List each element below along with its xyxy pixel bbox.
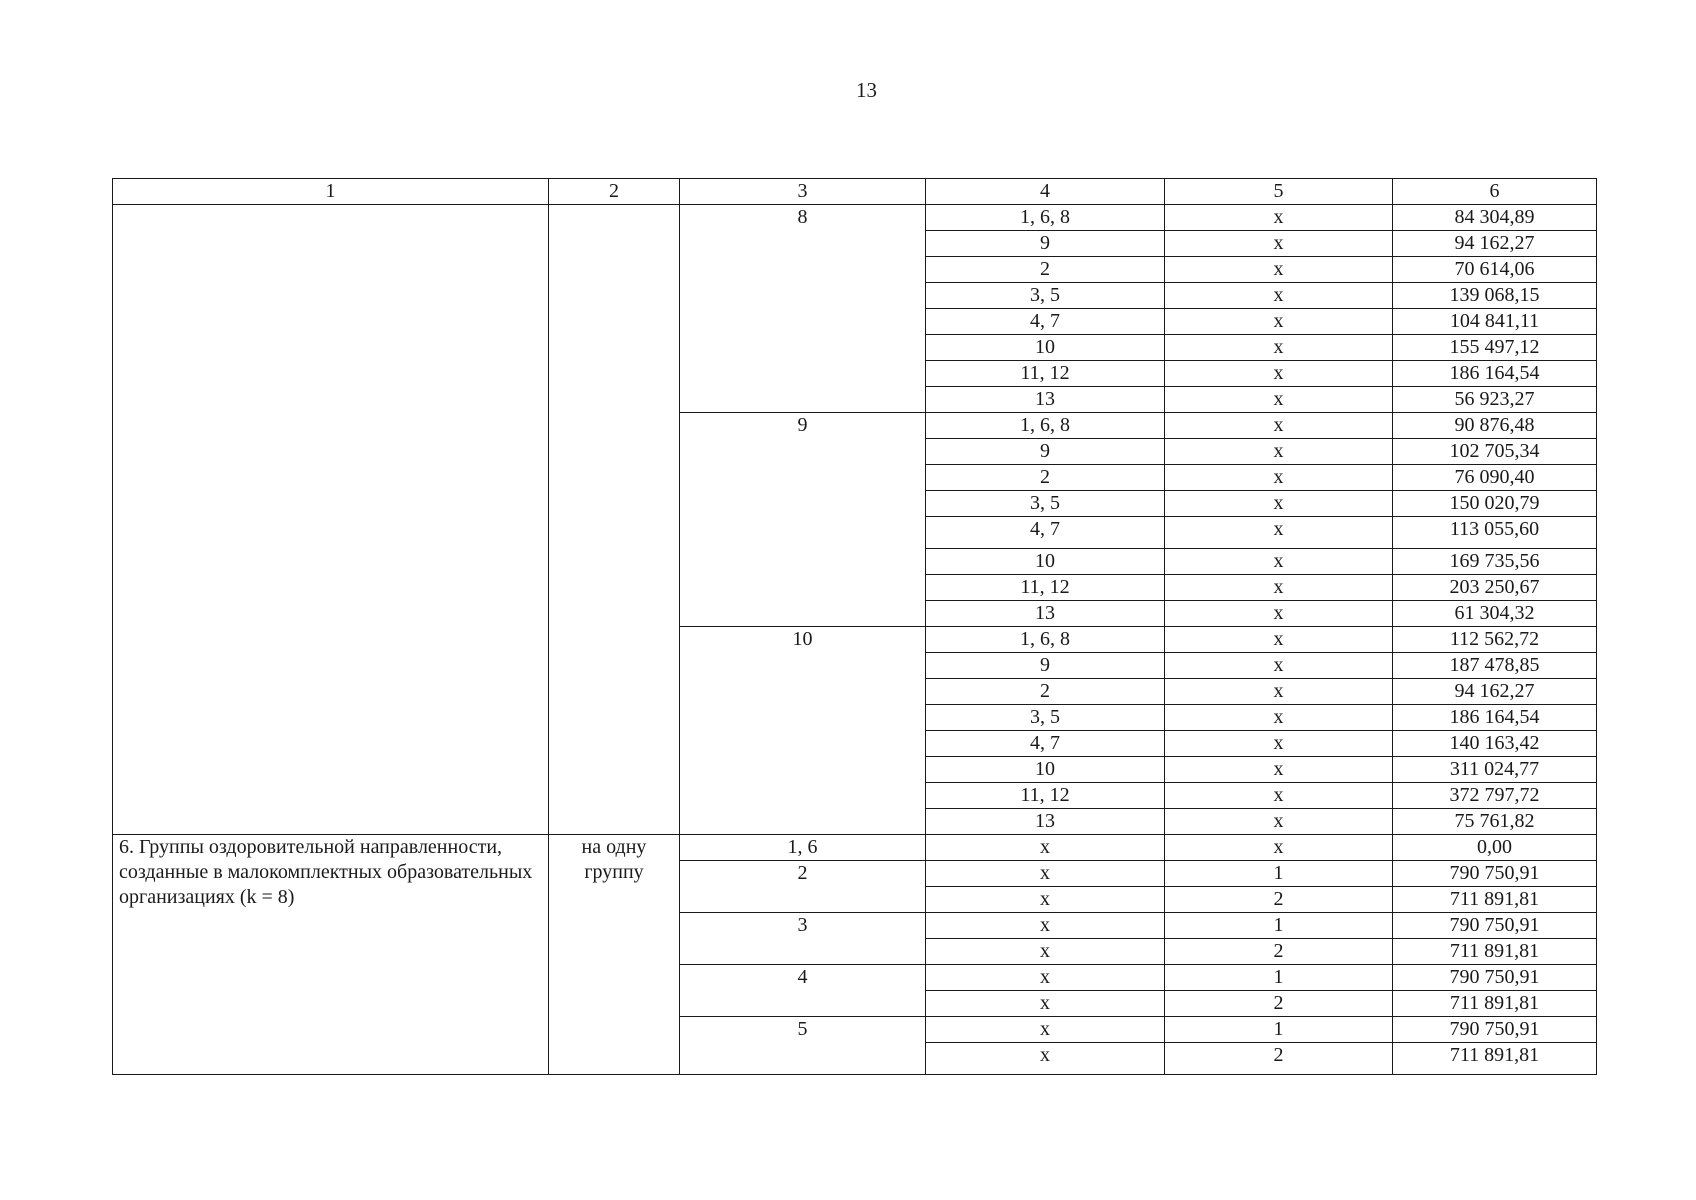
col4-cell: 3, 5	[926, 283, 1165, 309]
tariff-table	[112, 178, 1597, 1075]
value-cell: 61 304,32	[1393, 601, 1597, 627]
col5-cell: x	[1165, 653, 1393, 679]
col5-cell: x	[1165, 257, 1393, 283]
header-row	[113, 179, 1597, 205]
col5-cell: x	[1165, 601, 1393, 627]
value-cell: 790 750,91	[1393, 1017, 1597, 1043]
col4-cell: x	[926, 913, 1165, 939]
col5-cell: x	[1165, 309, 1393, 335]
col5-cell: x	[1165, 205, 1393, 231]
col5-cell: x	[1165, 439, 1393, 465]
col5-cell: x	[1165, 783, 1393, 809]
value-cell: 187 478,85	[1393, 653, 1597, 679]
value-cell: 94 162,27	[1393, 679, 1597, 705]
col4-cell: x	[926, 965, 1165, 991]
col5-cell: x	[1165, 731, 1393, 757]
page-number: 13	[856, 78, 877, 102]
col5-cell: 2	[1165, 939, 1393, 965]
col4-cell: 2	[926, 257, 1165, 283]
col4-cell: 4, 7	[926, 517, 1165, 549]
col5-cell: 1	[1165, 965, 1393, 991]
col5-cell: x	[1165, 757, 1393, 783]
col5-cell: x	[1165, 335, 1393, 361]
col4-cell: 11, 12	[926, 783, 1165, 809]
column-number-cell: 4	[926, 179, 1165, 205]
col5-cell: x	[1165, 835, 1393, 861]
col5-cell: x	[1165, 491, 1393, 517]
col4-cell: 9	[926, 231, 1165, 257]
col3-cell: 1, 6	[680, 835, 926, 861]
column-number-cell: 2	[549, 179, 680, 205]
col5-cell: x	[1165, 231, 1393, 257]
col4-cell: 13	[926, 601, 1165, 627]
col5-cell: 1	[1165, 861, 1393, 887]
col4-cell: 10	[926, 335, 1165, 361]
value-cell: 311 024,77	[1393, 757, 1597, 783]
value-cell: 76 090,40	[1393, 465, 1597, 491]
col3-cell: 9	[680, 413, 926, 627]
value-cell: 113 055,60	[1393, 517, 1597, 549]
value-cell: 112 562,72	[1393, 627, 1597, 653]
value-cell: 139 068,15	[1393, 283, 1597, 309]
table-row	[113, 835, 1597, 861]
col4-cell: x	[926, 939, 1165, 965]
column-number-cell: 5	[1165, 179, 1393, 205]
value-cell: 84 304,89	[1393, 205, 1597, 231]
col5-cell: x	[1165, 413, 1393, 439]
col5-cell: x	[1165, 361, 1393, 387]
value-cell: 372 797,72	[1393, 783, 1597, 809]
col4-cell: 4, 7	[926, 309, 1165, 335]
value-cell: 94 162,27	[1393, 231, 1597, 257]
col4-cell: 10	[926, 757, 1165, 783]
table-row	[113, 205, 1597, 231]
value-cell: 70 614,06	[1393, 257, 1597, 283]
col4-cell: x	[926, 1017, 1165, 1043]
col5-cell: 2	[1165, 887, 1393, 913]
value-cell: 711 891,81	[1393, 1043, 1597, 1075]
col5-cell: x	[1165, 809, 1393, 835]
value-cell: 169 735,56	[1393, 549, 1597, 575]
col4-cell: x	[926, 991, 1165, 1017]
col3-cell: 2	[680, 861, 926, 913]
col3-cell: 4	[680, 965, 926, 1017]
value-cell: 711 891,81	[1393, 887, 1597, 913]
col3-cell: 5	[680, 1017, 926, 1075]
value-cell: 790 750,91	[1393, 913, 1597, 939]
col5-cell: x	[1165, 387, 1393, 413]
col3-cell: 8	[680, 205, 926, 413]
unit-cell	[549, 205, 680, 835]
col4-cell: 11, 12	[926, 575, 1165, 601]
col4-cell: 2	[926, 679, 1165, 705]
col4-cell: 4, 7	[926, 731, 1165, 757]
col5-cell: 2	[1165, 991, 1393, 1017]
col5-cell: 1	[1165, 1017, 1393, 1043]
col5-cell: x	[1165, 679, 1393, 705]
unit-cell: на одну группу	[549, 835, 680, 1075]
col4-cell: 3, 5	[926, 491, 1165, 517]
col4-cell: 11, 12	[926, 361, 1165, 387]
col5-cell: 1	[1165, 913, 1393, 939]
col4-cell: x	[926, 835, 1165, 861]
value-cell: 150 020,79	[1393, 491, 1597, 517]
value-cell: 711 891,81	[1393, 939, 1597, 965]
col5-cell: x	[1165, 283, 1393, 309]
col4-cell: 1, 6, 8	[926, 627, 1165, 653]
col5-cell: x	[1165, 705, 1393, 731]
col5-cell: x	[1165, 549, 1393, 575]
value-cell: 790 750,91	[1393, 965, 1597, 991]
col4-cell: 9	[926, 653, 1165, 679]
group-name-cell	[113, 205, 549, 835]
col4-cell: 13	[926, 387, 1165, 413]
col4-cell: x	[926, 861, 1165, 887]
column-number-cell: 6	[1393, 179, 1597, 205]
value-cell: 102 705,34	[1393, 439, 1597, 465]
value-cell: 155 497,12	[1393, 335, 1597, 361]
col5-cell: x	[1165, 465, 1393, 491]
value-cell: 186 164,54	[1393, 361, 1597, 387]
col5-cell: 2	[1165, 1043, 1393, 1075]
column-number-cell: 1	[113, 179, 549, 205]
col4-cell: 3, 5	[926, 705, 1165, 731]
col4-cell: x	[926, 887, 1165, 913]
col4-cell: 9	[926, 439, 1165, 465]
col5-cell: x	[1165, 627, 1393, 653]
group-name-cell: 6. Группы оздоровительной направленности, созданные в малокомплектных образовательных организациях (k = 8)	[113, 835, 549, 1075]
value-cell: 203 250,67	[1393, 575, 1597, 601]
value-cell: 75 761,82	[1393, 809, 1597, 835]
value-cell: 140 163,42	[1393, 731, 1597, 757]
col4-cell: 13	[926, 809, 1165, 835]
col4-cell: 2	[926, 465, 1165, 491]
value-cell: 0,00	[1393, 835, 1597, 861]
col5-cell: x	[1165, 517, 1393, 549]
value-cell: 90 876,48	[1393, 413, 1597, 439]
value-cell: 186 164,54	[1393, 705, 1597, 731]
value-cell: 104 841,11	[1393, 309, 1597, 335]
value-cell: 790 750,91	[1393, 861, 1597, 887]
col3-cell: 3	[680, 913, 926, 965]
col4-cell: x	[926, 1043, 1165, 1075]
col4-cell: 10	[926, 549, 1165, 575]
col4-cell: 1, 6, 8	[926, 205, 1165, 231]
column-number-cell: 3	[680, 179, 926, 205]
col5-cell: x	[1165, 575, 1393, 601]
col3-cell: 10	[680, 627, 926, 835]
value-cell: 711 891,81	[1393, 991, 1597, 1017]
col4-cell: 1, 6, 8	[926, 413, 1165, 439]
value-cell: 56 923,27	[1393, 387, 1597, 413]
